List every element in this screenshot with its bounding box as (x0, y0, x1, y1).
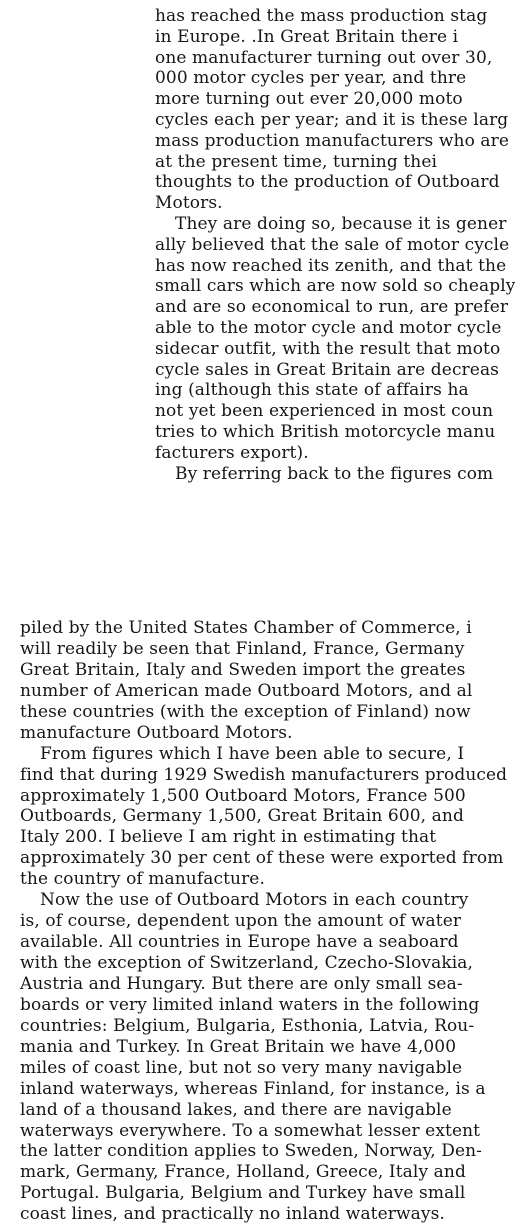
text-line: in Europe. .In Great Britain there i (155, 26, 459, 47)
text-line: find that during 1929 Swedish manufacturers produced (20, 764, 508, 785)
text-line: 000 motor cycles per year, and thre (155, 68, 467, 89)
paragraph-figures-start (155, 464, 515, 485)
text-line: approximately 30 per cent of these were exported from (20, 848, 504, 869)
text-line: ally believed that the sale of motor cycle (155, 234, 510, 255)
text-line: miles of coast line, but not so very many navigable (20, 1057, 463, 1078)
text-line: mark, Germany, France, Holland, Greece, Italy and (20, 1162, 466, 1183)
text-line: mass production manufacturers who are (155, 130, 510, 151)
text-line: From figures which I have been able to secure, I (40, 743, 465, 764)
text-line: inland waterways, whereas Finland, for instance, is a (20, 1078, 486, 1099)
text-line: Now the use of Outboard Motors in each country (40, 890, 469, 911)
paragraph-mass-production (155, 6, 515, 214)
text-line: countries: Belgium, Bulgaria, Esthonia, Latvia, Rou- (20, 1015, 475, 1036)
text-line: approximately 1,500 Outboard Motors, France 500 (20, 785, 466, 806)
paragraph-figures-continued (20, 618, 507, 744)
text-line: piled by the United States Chamber of Commerce, i (20, 618, 472, 638)
text-line: thoughts to the production of Outboard (155, 172, 500, 193)
text-line: Great Britain, Italy and Sweden import the greates (20, 659, 466, 680)
text-line: land of a thousand lakes, and there are navigable (20, 1099, 452, 1120)
text-line: manufacture Outboard Motors. (20, 722, 293, 743)
paragraph-production-figures (20, 744, 507, 891)
text-line: Outboards, Germany 1,500, Great Britain 600, and (20, 806, 464, 827)
text-line: cycles each per year; and it is these larg (155, 109, 509, 130)
text-line: number of American made Outboard Motors, and al (20, 680, 473, 701)
text-line: and are so economical to run, are prefer (155, 297, 509, 318)
text-line: sidecar outfit, with the result that moto (155, 338, 501, 359)
text-line: Italy 200. I believe I am right in estimating that (20, 827, 437, 848)
text-line: one manufacturer turning out over 30, (155, 47, 493, 68)
text-line: mania and Turkey. In Great Britain we have 4,000 (20, 1036, 457, 1057)
text-line: available. All countries in Europe have a seaboard (20, 932, 459, 953)
text-line: not yet been experienced in most coun (155, 401, 494, 422)
text-line: boards or very limited inland waters in the following (20, 994, 480, 1015)
text-line: facturers export). (155, 442, 309, 463)
text-line: able to the motor cycle and motor cycle (155, 317, 502, 338)
paragraph-motor-cycle-sales (155, 214, 515, 464)
text-line: more turning out ever 20,000 moto (155, 89, 463, 110)
text-line: these countries (with the exception of Finland) now (20, 701, 471, 722)
text-line: Motors. (155, 193, 223, 214)
text-line: By referring back to the figures com (175, 463, 494, 484)
text-line: ing (although this state of affairs ha (155, 380, 469, 401)
narrow-text-column (155, 6, 515, 484)
wide-text-column (20, 618, 507, 1225)
paragraph-water-availability (20, 890, 507, 1225)
text-line: at the present time, turning thei (155, 151, 438, 172)
text-line: They are doing so, because it is gener (175, 213, 507, 234)
text-line: Portugal. Bulgaria, Belgium and Turkey have small (20, 1183, 466, 1204)
text-line: coast lines, and practically no inland waterways. (20, 1204, 445, 1225)
text-line: the latter condition applies to Sweden, Norway, Den- (20, 1141, 482, 1162)
text-line: has reached the mass production stag (155, 6, 488, 26)
text-line: with the exception of Switzerland, Czecho-Slovakia, (20, 953, 474, 973)
text-line: cycle sales in Great Britain are decreas (155, 359, 500, 380)
text-line: waterways everywhere. To a somewhat lesser extent (20, 1120, 481, 1141)
text-line: small cars which are now sold so cheaply (155, 276, 515, 297)
text-line: has now reached its zenith, and that the (155, 255, 507, 276)
text-line: Austria and Hungary. But there are only small sea- (20, 973, 463, 994)
text-line: will readily be seen that Finland, France, Germany (20, 638, 465, 659)
text-line: is, of course, dependent upon the amount of water (20, 911, 462, 932)
text-line: the country of manufacture. (20, 869, 265, 890)
text-line: tries to which British motorcycle manu (155, 421, 496, 442)
